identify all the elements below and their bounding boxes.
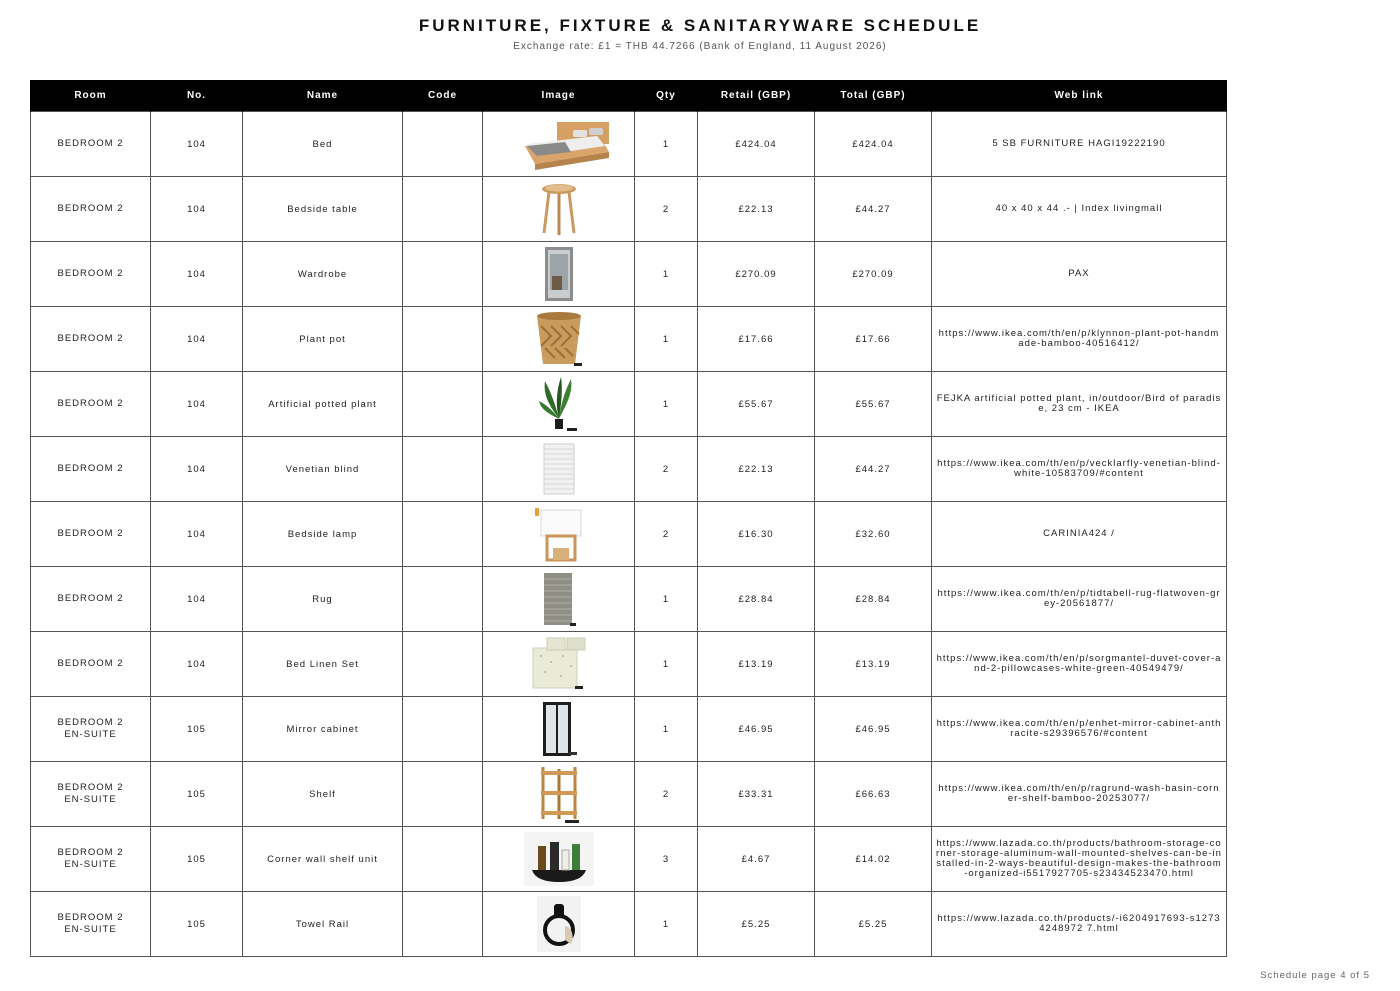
code-cell — [403, 892, 483, 957]
number-cell: 105 — [151, 762, 243, 827]
table-row — [31, 177, 1227, 242]
retail-cell: £55.67 — [698, 372, 815, 437]
image-cell — [483, 567, 635, 632]
total-cell: £424.04 — [815, 112, 932, 177]
total-cell: £44.27 — [815, 437, 932, 502]
table-row — [31, 632, 1227, 697]
retail-cell: £13.19 — [698, 632, 815, 697]
image-cell — [483, 502, 635, 567]
code-cell — [403, 307, 483, 372]
qty-cell: 1 — [635, 567, 698, 632]
side-table-image — [487, 177, 630, 241]
total-cell: £5.25 — [815, 892, 932, 957]
schedule-table — [30, 80, 1227, 957]
web-link[interactable]: 40 x 40 x 44 .- | Index livingmall — [932, 177, 1227, 242]
number-cell: 104 — [151, 112, 243, 177]
wardrobe-image — [487, 242, 630, 306]
total-cell: £14.02 — [815, 827, 932, 892]
table-row — [31, 502, 1227, 567]
image-cell — [483, 372, 635, 437]
name-cell: Wardrobe — [243, 242, 403, 307]
code-cell — [403, 112, 483, 177]
table-row — [31, 567, 1227, 632]
number-cell: 105 — [151, 892, 243, 957]
room-cell: BEDROOM 2 EN-SUITE — [31, 762, 151, 827]
web-link[interactable]: https://www.lazada.co.th/products/-i6204917693-s12734248972 7.html — [932, 892, 1227, 957]
qty-cell: 1 — [635, 372, 698, 437]
room-cell: BEDROOM 2 EN-SUITE — [31, 697, 151, 762]
table-row — [31, 112, 1227, 177]
name-cell: Bedside lamp — [243, 502, 403, 567]
name-cell: Mirror cabinet — [243, 697, 403, 762]
table-row — [31, 892, 1227, 957]
rug-image — [487, 567, 630, 631]
name-cell: Bed Linen Set — [243, 632, 403, 697]
web-link[interactable]: PAX — [932, 242, 1227, 307]
page-title: FURNITURE, FIXTURE & SANITARYWARE SCHEDULE — [418, 16, 982, 35]
number-cell: 104 — [151, 307, 243, 372]
total-cell: £66.63 — [815, 762, 932, 827]
table-row — [31, 372, 1227, 437]
code-cell — [403, 827, 483, 892]
code-cell — [403, 632, 483, 697]
web-link[interactable]: https://www.ikea.com/th/en/p/ragrund-wash-basin-corner-shelf-bamboo-20253077/ — [932, 762, 1227, 827]
web-link[interactable]: https://www.lazada.co.th/products/bathroom-storage-corner-storage-aluminum-wall-mounted-shelves-can-be-installed-in-2-ways-beautiful-design-makes-the-bathroom-organized-i5517927705-s23434523470.html — [932, 827, 1227, 892]
name-cell: Shelf — [243, 762, 403, 827]
table-row — [31, 242, 1227, 307]
potted-plant-image — [487, 372, 630, 436]
col-header-web-link: Web link — [932, 80, 1227, 112]
qty-cell: 1 — [635, 697, 698, 762]
number-cell: 104 — [151, 242, 243, 307]
image-cell — [483, 632, 635, 697]
web-link[interactable]: https://www.ikea.com/th/en/p/klynnon-plant-pot-handmade-bamboo-40516412/ — [932, 307, 1227, 372]
image-cell — [483, 112, 635, 177]
col-header-total: Total (GBP) — [815, 80, 932, 112]
table-row — [31, 307, 1227, 372]
image-cell — [483, 307, 635, 372]
qty-cell: 2 — [635, 762, 698, 827]
image-cell — [483, 892, 635, 957]
qty-cell: 1 — [635, 112, 698, 177]
name-cell: Artificial potted plant — [243, 372, 403, 437]
col-header-qty: Qty — [635, 80, 698, 112]
retail-cell: £33.31 — [698, 762, 815, 827]
total-cell: £44.27 — [815, 177, 932, 242]
room-cell: BEDROOM 2 — [31, 307, 151, 372]
room-cell: BEDROOM 2 — [31, 372, 151, 437]
corner-shelf-image — [487, 827, 630, 891]
number-cell: 105 — [151, 697, 243, 762]
qty-cell: 2 — [635, 437, 698, 502]
col-header-room: Room — [31, 80, 151, 112]
code-cell — [403, 697, 483, 762]
shelf-image — [487, 762, 630, 826]
retail-cell: £16.30 — [698, 502, 815, 567]
table-row — [31, 762, 1227, 827]
retail-cell: £28.84 — [698, 567, 815, 632]
web-link[interactable]: https://www.ikea.com/th/en/p/vecklarfly-venetian-blind-white-10583709/#content — [932, 437, 1227, 502]
image-cell — [483, 177, 635, 242]
retail-cell: £46.95 — [698, 697, 815, 762]
web-link[interactable]: https://www.ikea.com/th/en/p/enhet-mirror-cabinet-anthracite-s29396576/#content — [932, 697, 1227, 762]
name-cell: Rug — [243, 567, 403, 632]
name-cell: Bedside table — [243, 177, 403, 242]
number-cell: 104 — [151, 567, 243, 632]
code-cell — [403, 437, 483, 502]
bed-image — [487, 112, 630, 176]
table-row — [31, 437, 1227, 502]
qty-cell: 3 — [635, 827, 698, 892]
room-cell: BEDROOM 2 — [31, 112, 151, 177]
qty-cell: 1 — [635, 892, 698, 957]
image-cell — [483, 762, 635, 827]
code-cell — [403, 502, 483, 567]
name-cell: Plant pot — [243, 307, 403, 372]
web-link[interactable]: https://www.ikea.com/th/en/p/sorgmantel-duvet-cover-and-2-pillowcases-white-green-40549479/ — [932, 632, 1227, 697]
number-cell: 104 — [151, 437, 243, 502]
total-cell: £270.09 — [815, 242, 932, 307]
col-header-name: Name — [243, 80, 403, 112]
total-cell: £46.95 — [815, 697, 932, 762]
mirror-cabinet-image — [487, 697, 630, 761]
name-cell: Towel Rail — [243, 892, 403, 957]
retail-cell: £4.67 — [698, 827, 815, 892]
table-row — [31, 827, 1227, 892]
image-cell — [483, 437, 635, 502]
qty-cell: 1 — [635, 632, 698, 697]
number-cell: 104 — [151, 632, 243, 697]
number-cell: 104 — [151, 177, 243, 242]
room-cell: BEDROOM 2 — [31, 177, 151, 242]
room-cell: BEDROOM 2 — [31, 567, 151, 632]
total-cell: £28.84 — [815, 567, 932, 632]
page-number: Schedule page 4 of 5 — [1260, 970, 1370, 981]
web-link[interactable]: FEJKA artificial potted plant, in/outdoor/Bird of paradise, 23 cm - IKEA — [932, 372, 1227, 437]
table-row — [31, 697, 1227, 762]
web-link[interactable]: CARINIA424 / — [932, 502, 1227, 567]
col-header-code: Code — [403, 80, 483, 112]
retail-cell: £270.09 — [698, 242, 815, 307]
exchange-rate-note: Exchange rate: £1 = THB 44.7266 (Bank of England, 11 August 2026) — [513, 41, 887, 52]
code-cell — [403, 567, 483, 632]
header-row — [31, 80, 1227, 112]
room-cell: BEDROOM 2 EN-SUITE — [31, 827, 151, 892]
name-cell: Bed — [243, 112, 403, 177]
code-cell — [403, 372, 483, 437]
number-cell: 104 — [151, 502, 243, 567]
code-cell — [403, 242, 483, 307]
qty-cell: 1 — [635, 307, 698, 372]
blind-image — [487, 437, 630, 501]
towel-rail-image — [487, 892, 630, 956]
retail-cell: £5.25 — [698, 892, 815, 957]
retail-cell: £424.04 — [698, 112, 815, 177]
qty-cell: 2 — [635, 502, 698, 567]
code-cell — [403, 762, 483, 827]
retail-cell: £17.66 — [698, 307, 815, 372]
image-cell — [483, 827, 635, 892]
web-link[interactable]: https://www.ikea.com/th/en/p/tidtabell-rug-flatwoven-grey-20561877/ — [932, 567, 1227, 632]
lamp-image — [487, 502, 630, 566]
web-link[interactable]: 5 SB FURNITURE HAGI19222190 — [932, 112, 1227, 177]
qty-cell: 2 — [635, 177, 698, 242]
col-header-image: Image — [483, 80, 635, 112]
col-header-retail: Retail (GBP) — [698, 80, 815, 112]
name-cell: Corner wall shelf unit — [243, 827, 403, 892]
retail-cell: £22.13 — [698, 437, 815, 502]
number-cell: 105 — [151, 827, 243, 892]
total-cell: £13.19 — [815, 632, 932, 697]
image-cell — [483, 242, 635, 307]
code-cell — [403, 177, 483, 242]
room-cell: BEDROOM 2 — [31, 437, 151, 502]
total-cell: £17.66 — [815, 307, 932, 372]
room-cell: BEDROOM 2 — [31, 632, 151, 697]
retail-cell: £22.13 — [698, 177, 815, 242]
room-cell: BEDROOM 2 — [31, 242, 151, 307]
room-cell: BEDROOM 2 — [31, 502, 151, 567]
image-cell — [483, 697, 635, 762]
number-cell: 104 — [151, 372, 243, 437]
total-cell: £55.67 — [815, 372, 932, 437]
qty-cell: 1 — [635, 242, 698, 307]
col-header-no: No. — [151, 80, 243, 112]
total-cell: £32.60 — [815, 502, 932, 567]
linen-image — [487, 632, 630, 696]
room-cell: BEDROOM 2 EN-SUITE — [31, 892, 151, 957]
name-cell: Venetian blind — [243, 437, 403, 502]
plant-pot-image — [487, 307, 630, 371]
